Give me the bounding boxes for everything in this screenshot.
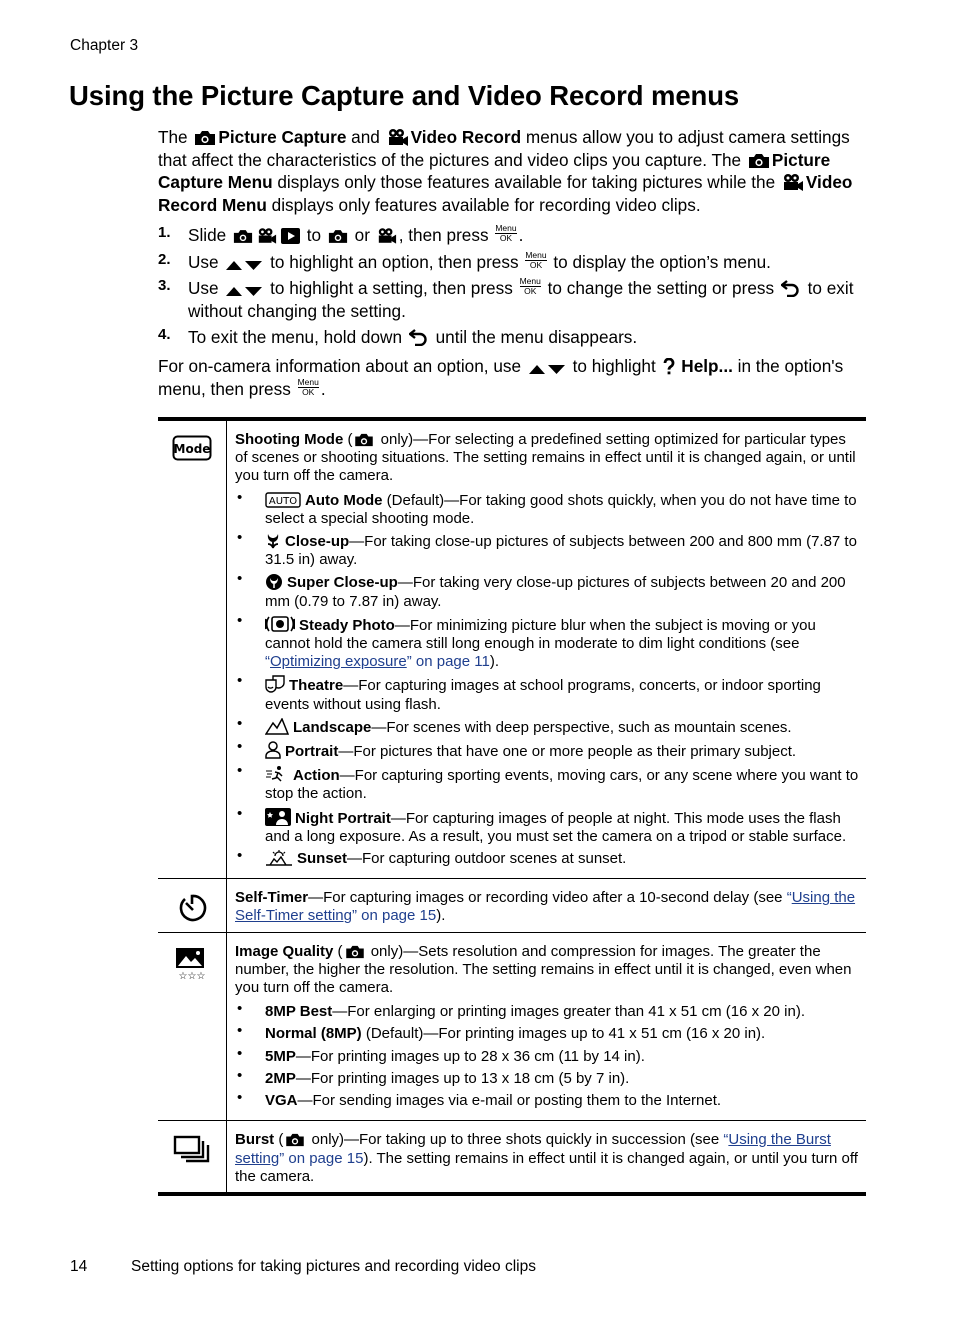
menu-ok-button-icon: Menu OK — [297, 376, 319, 397]
self-timer-description: Self-Timer—For capturing images or recording video after a 10-second delay (see “Using the Self-Timer setting” on page 15). — [227, 879, 867, 932]
image-quality-icon — [174, 947, 210, 981]
page-number: 14 — [70, 1258, 88, 1275]
shooting-mode-list — [235, 492, 862, 869]
auto-icon — [265, 492, 301, 508]
sunset-icon — [265, 850, 293, 866]
intro-paragraph: The Picture Capture and Video Record menus allow you to adjust camera settings that affect the characteristics of the pictures and video clips you capture. The Picture Capture Menu displays only those features available for taking pictures while the Video Record Menu displays only features available for recording video clips. — [158, 127, 853, 215]
portrait-person-icon — [265, 741, 281, 759]
list-item: • Action—For capturing sporting events, moving cars, or any scene where you want to stop the action. — [235, 765, 862, 803]
up-down-arrows-icon — [528, 363, 566, 375]
up-down-arrows-icon — [225, 259, 263, 271]
back-arrow-icon — [781, 279, 801, 297]
link-self-timer-setting[interactable]: Using the Self-Timer setting — [235, 889, 856, 925]
steady-photo-icon — [265, 615, 295, 633]
options-table — [158, 417, 866, 1196]
picture-capture-label: Picture Capture — [218, 127, 347, 147]
step-1: 1. Slide to or , then press Menu OK . — [158, 223, 524, 245]
list-item: • Landscape—For scenes with deep perspective, such as mountain scenes. — [235, 718, 862, 737]
action-runner-icon — [265, 765, 289, 783]
list-item: • Night Portrait—For capturing images of people at night. This mode uses the flash and a long exposure. As a result, you must set the camera on a tripod or stable surface. — [235, 808, 862, 846]
list-item: • Super Close-up—For taking very close-up pictures of subjects between 20 and 200 mm (0.79 to 7.87 in) away. — [235, 573, 862, 610]
picture-capture-menu-label: Picture Capture Menu — [158, 149, 831, 193]
svg-text:Mode: Mode — [173, 442, 211, 456]
step-2: 2. Use to highlight an option, then press Menu OK to display the option’s menu. — [158, 249, 771, 272]
list-item: • 2MP—For printing images up to 13 x 18 cm (5 by 7 in). — [235, 1070, 862, 1088]
camera-icon — [345, 945, 365, 959]
menu-ok-button-icon: Menu OK — [495, 223, 517, 243]
shooting-mode-description: Shooting Mode ( only)—For selecting a predefined setting optimized for particular types of scenes or shooting situations. The setting remains in effect until it is changed again, or until you turn off the camera. • AUTO Auto Mode (Default)—For taking good shots quickly, when you do not have time to select a special shooting mode. • Close-up—For taking close-up pictures of subjects between 200 and 800 mm (7.87 to 31.5 in) away. • Super Close-up—For taking very close-up pictures of subjects between 20 and 200 mm (0.79 to 7.87 in) away. • Steady Photo—For minimizing picture blur when the subject is moving or you cannot hold the camera still long enough in moderate to dim light conditions (see “Optimizing exposure” on page 11). • Theatre—For capturing images at school programs, concerts, or indoor sporting events without using flash. • Landscape—For scenes with deep perspective, such as mountain scenes. • Portrait—For pictures that have one or more people as their primary subject. • Action—For capturing sporting events, moving cars, or any scene where you want to stop the action. • Night Portrait—For capturing images of people at night. This mode uses the flash and a long exposure. As a result, you must set the camera on a tripod or stable surface. • Sunset—For capturing outdoor scenes at sunset. — [227, 419, 867, 879]
image-quality-icon-cell — [158, 932, 227, 1121]
video-camera-icon — [387, 128, 409, 146]
footer-text: Setting options for taking pictures and recording video clips — [131, 1258, 536, 1275]
burst-icon — [173, 1135, 211, 1163]
svg-text:☆☆☆: ☆☆☆ — [178, 970, 206, 981]
theatre-masks-icon — [265, 675, 285, 693]
page-title: Using the Picture Capture and Video Record menus — [69, 80, 740, 111]
camera-icon — [233, 229, 253, 244]
menu-ok-button-icon: Menu OK — [525, 249, 547, 270]
mode-icon — [172, 435, 212, 461]
question-icon — [663, 358, 675, 375]
list-item: • Steady Photo—For minimizing picture blur when the subject is moving or you cannot hold the camera still long enough in moderate to dim light conditions (see “Optimizing exposure” on page 11). — [235, 615, 862, 672]
link-burst-setting[interactable]: Using the Burst setting — [235, 1131, 831, 1167]
landscape-mountain-icon — [265, 718, 289, 735]
shooting-mode-icon-cell — [158, 419, 227, 879]
list-item: • AUTO Auto Mode (Default)—For taking good shots quickly, when you do not have time to select a special shooting mode. — [235, 492, 862, 528]
image-quality-description: Image Quality ( only)—Sets resolution and compression for images. The greater the number, the higher the resolution. The setting remains in effect until it is changed, even when you turn off the camera. • 8MP Best—For enlarging or printing images greater than 41 x 51 cm (16 x 20 in). • Normal (8MP) (Default)—For printing images up to 41 x 51 cm (16 x 20 in). • 5MP—For printing images up to 28 x 36 cm (11 by 14 in). • 2MP—For printing images up to 13 x 18 cm (5 by 7 in). • VGA—For sending images via e-mail or posting them to the Internet. — [227, 932, 867, 1121]
svg-text:AUTO: • AUTO — [268, 495, 298, 507]
video-record-label: Video Record — [410, 127, 522, 147]
image-quality-row — [158, 932, 866, 1121]
camera-icon — [194, 130, 216, 146]
list-item: • Close-up—For taking close-up pictures of subjects between 200 and 800 mm (7.87 to 31.5 in) away. — [235, 532, 862, 569]
list-item: • 5MP—For printing images up to 28 x 36 cm (11 by 14 in). — [235, 1048, 862, 1066]
night-portrait-icon — [265, 808, 291, 826]
burst-row — [158, 1121, 866, 1194]
playback-icon — [281, 228, 300, 244]
video-camera-icon — [377, 227, 397, 244]
menu-ok-button-icon: Menu OK — [519, 276, 541, 297]
link-optimizing-exposure[interactable]: Optimizing exposure — [270, 653, 407, 671]
self-timer-row — [158, 879, 866, 932]
steps-list — [158, 224, 870, 353]
list-item: • Theatre—For capturing images at school programs, concerts, or indoor sporting events without using flash. — [235, 675, 862, 713]
burst-icon-cell — [158, 1121, 227, 1194]
video-record-menu-label: Video Record Menu — [158, 172, 853, 215]
list-item: • VGA—For sending images via e-mail or posting them to the Internet. — [235, 1092, 862, 1110]
step-3: 3. Use to highlight a setting, then press Menu OK to change the setting or press to exit without changing the setting. — [158, 276, 854, 321]
video-camera-icon — [257, 227, 277, 244]
back-arrow-icon — [409, 328, 429, 346]
camera-icon — [328, 229, 348, 244]
camera-icon — [285, 1133, 305, 1147]
list-item: • 8MP Best—For enlarging or printing images greater than 41 x 51 cm (16 x 20 in). — [235, 1003, 862, 1021]
up-down-arrows-icon — [225, 285, 263, 297]
burst-description: Burst ( only)—For taking up to three shots quickly in succession (see “Using the Burst setting” on page 15). The setting remains in effect until it is changed again, or until you turn off the camera. — [227, 1121, 867, 1194]
image-quality-list — [235, 1003, 862, 1110]
super-close-up-icon — [265, 573, 283, 590]
step-4: 4. To exit the menu, hold down until the menu disappears. — [158, 326, 638, 348]
close-up-flower-icon — [265, 532, 281, 549]
help-label: Help... — [681, 356, 733, 376]
shooting-mode-row — [158, 419, 866, 879]
camera-icon — [748, 153, 770, 169]
list-item: • Normal (8MP) (Default)—For printing images up to 41 x 51 cm (16 x 20 in). — [235, 1025, 862, 1043]
list-item: • Portrait—For pictures that have one or more people as their primary subject. — [235, 741, 862, 761]
list-item: • Sunset—For capturing outdoor scenes at sunset. — [235, 850, 862, 868]
camera-icon — [354, 433, 374, 447]
video-camera-icon — [782, 173, 804, 191]
self-timer-icon — [177, 893, 207, 923]
help-paragraph: For on-camera information about an option, use to highlight Help... in the option's menu, then press Menu OK . — [158, 356, 844, 399]
chapter-label: Chapter 3 — [70, 37, 139, 54]
self-timer-icon-cell — [158, 879, 227, 932]
